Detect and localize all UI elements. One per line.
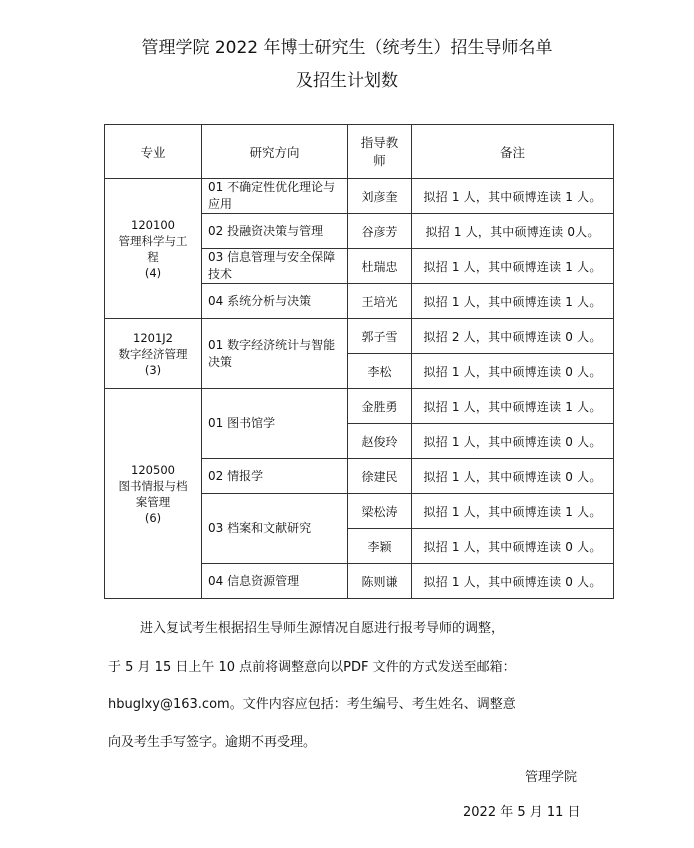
signature-date: 2022 年 5 月 11 日 <box>463 805 581 820</box>
table-row <box>105 389 614 424</box>
table-row <box>105 179 614 214</box>
major-name: 数字经济管理 <box>118 346 188 361</box>
tutor-cell: 谷彦芳 <box>348 214 412 249</box>
tutor-cell: 赵俊玲 <box>348 424 412 459</box>
tutor-cell: 李松 <box>348 354 412 389</box>
direction-cell: 02 投融资决策与管理 <box>202 214 348 249</box>
major-code: 1201J2 <box>133 330 173 345</box>
tutor-table <box>104 124 614 599</box>
tutor-cell: 金胜勇 <box>348 389 412 424</box>
major-name: 图书情报与档 <box>118 478 188 493</box>
major-code: 120100 <box>131 217 175 232</box>
note-cell: 拟招 2 人，其中硕博连读 0 人。 <box>412 319 614 354</box>
note-cell: 拟招 1 人，其中硕博连读 1 人。 <box>412 389 614 424</box>
notice-line-1: 进入复试考生根据招生导师生源情况自愿进行报考导师的调整， <box>140 621 505 636</box>
major-count: (3) <box>144 362 162 377</box>
direction-cell: 01 不确定性优化理论与应用 <box>202 179 348 214</box>
page-subtitle: 及招生计划数 <box>296 71 398 91</box>
major-cell <box>105 389 202 599</box>
major-count: (4) <box>144 265 162 280</box>
notice-line-2: 于 5 月 15 日上午 10 点前将调整意向以PDF 文件的方式发送至邮箱： <box>108 660 516 675</box>
tutor-cell: 陈则谦 <box>348 564 412 599</box>
note-cell: 拟招 1 人，其中硕博连读 0 人。 <box>412 459 614 494</box>
note-cell: 拟招 1 人，其中硕博连读 1 人。 <box>412 179 614 214</box>
note-cell: 拟招 1 人，其中硕博连读 0 人。 <box>412 564 614 599</box>
note-cell: 拟招 1 人，其中硕博连读 0 人。 <box>412 424 614 459</box>
tutor-cell: 王培光 <box>348 284 412 319</box>
major-code: 120500 <box>131 462 175 477</box>
table-header-row <box>105 125 614 179</box>
major-cell <box>105 179 202 319</box>
direction-cell: 04 系统分析与决策 <box>202 284 348 319</box>
major-cell <box>105 319 202 389</box>
note-cell: 拟招 1 人，其中硕博连读 1 人。 <box>412 284 614 319</box>
direction-cell: 02 情报学 <box>202 459 348 494</box>
tutor-cell: 刘彦奎 <box>348 179 412 214</box>
major-name-cont: 程 <box>147 249 159 264</box>
tutor-cell: 杜瑞忠 <box>348 249 412 284</box>
tutor-cell: 徐建民 <box>348 459 412 494</box>
notice-line-4: 向及考生手写签字。逾期不再受理。 <box>108 735 317 750</box>
note-cell: 拟招 1 人，其中硕博连读 0人。 <box>412 214 614 249</box>
tutor-cell: 梁松涛 <box>348 494 412 529</box>
major-name: 管理科学与工 <box>118 233 188 248</box>
header-major: 专业 <box>105 125 202 179</box>
tutor-cell: 郭子雪 <box>348 319 412 354</box>
table-row <box>105 319 614 354</box>
signature-org: 管理学院 <box>525 770 578 785</box>
page-title: 管理学院 2022 年博士研究生（统考生）招生导师名单 <box>141 38 553 58</box>
tutor-cell: 李颖 <box>348 529 412 564</box>
major-count: (6) <box>144 510 162 525</box>
note-cell: 拟招 1 人，其中硕博连读 0 人。 <box>412 354 614 389</box>
major-name-cont: 案管理 <box>135 494 171 509</box>
header-direction: 研究方向 <box>202 125 348 179</box>
direction-cell: 01 图书馆学 <box>202 389 348 459</box>
header-tutor-text: 指导教师 <box>360 134 399 168</box>
direction-cell: 03 档案和文献研究 <box>202 494 348 564</box>
header-tutor <box>348 125 412 179</box>
direction-cell: 01 数字经济统计与智能决策 <box>202 319 348 389</box>
direction-cell: 04 信息资源管理 <box>202 564 348 599</box>
note-cell: 拟招 1 人，其中硕博连读 0 人。 <box>412 529 614 564</box>
notice-line-3: hbuglxy@163.com。文件内容应包括：考生编号、考生姓名、调整意 <box>108 697 516 712</box>
header-note: 备注 <box>412 125 614 179</box>
note-cell: 拟招 1 人，其中硕博连读 1 人。 <box>412 494 614 529</box>
note-cell: 拟招 1 人，其中硕博连读 1 人。 <box>412 249 614 284</box>
direction-cell: 03 信息管理与安全保障技术 <box>202 249 348 284</box>
